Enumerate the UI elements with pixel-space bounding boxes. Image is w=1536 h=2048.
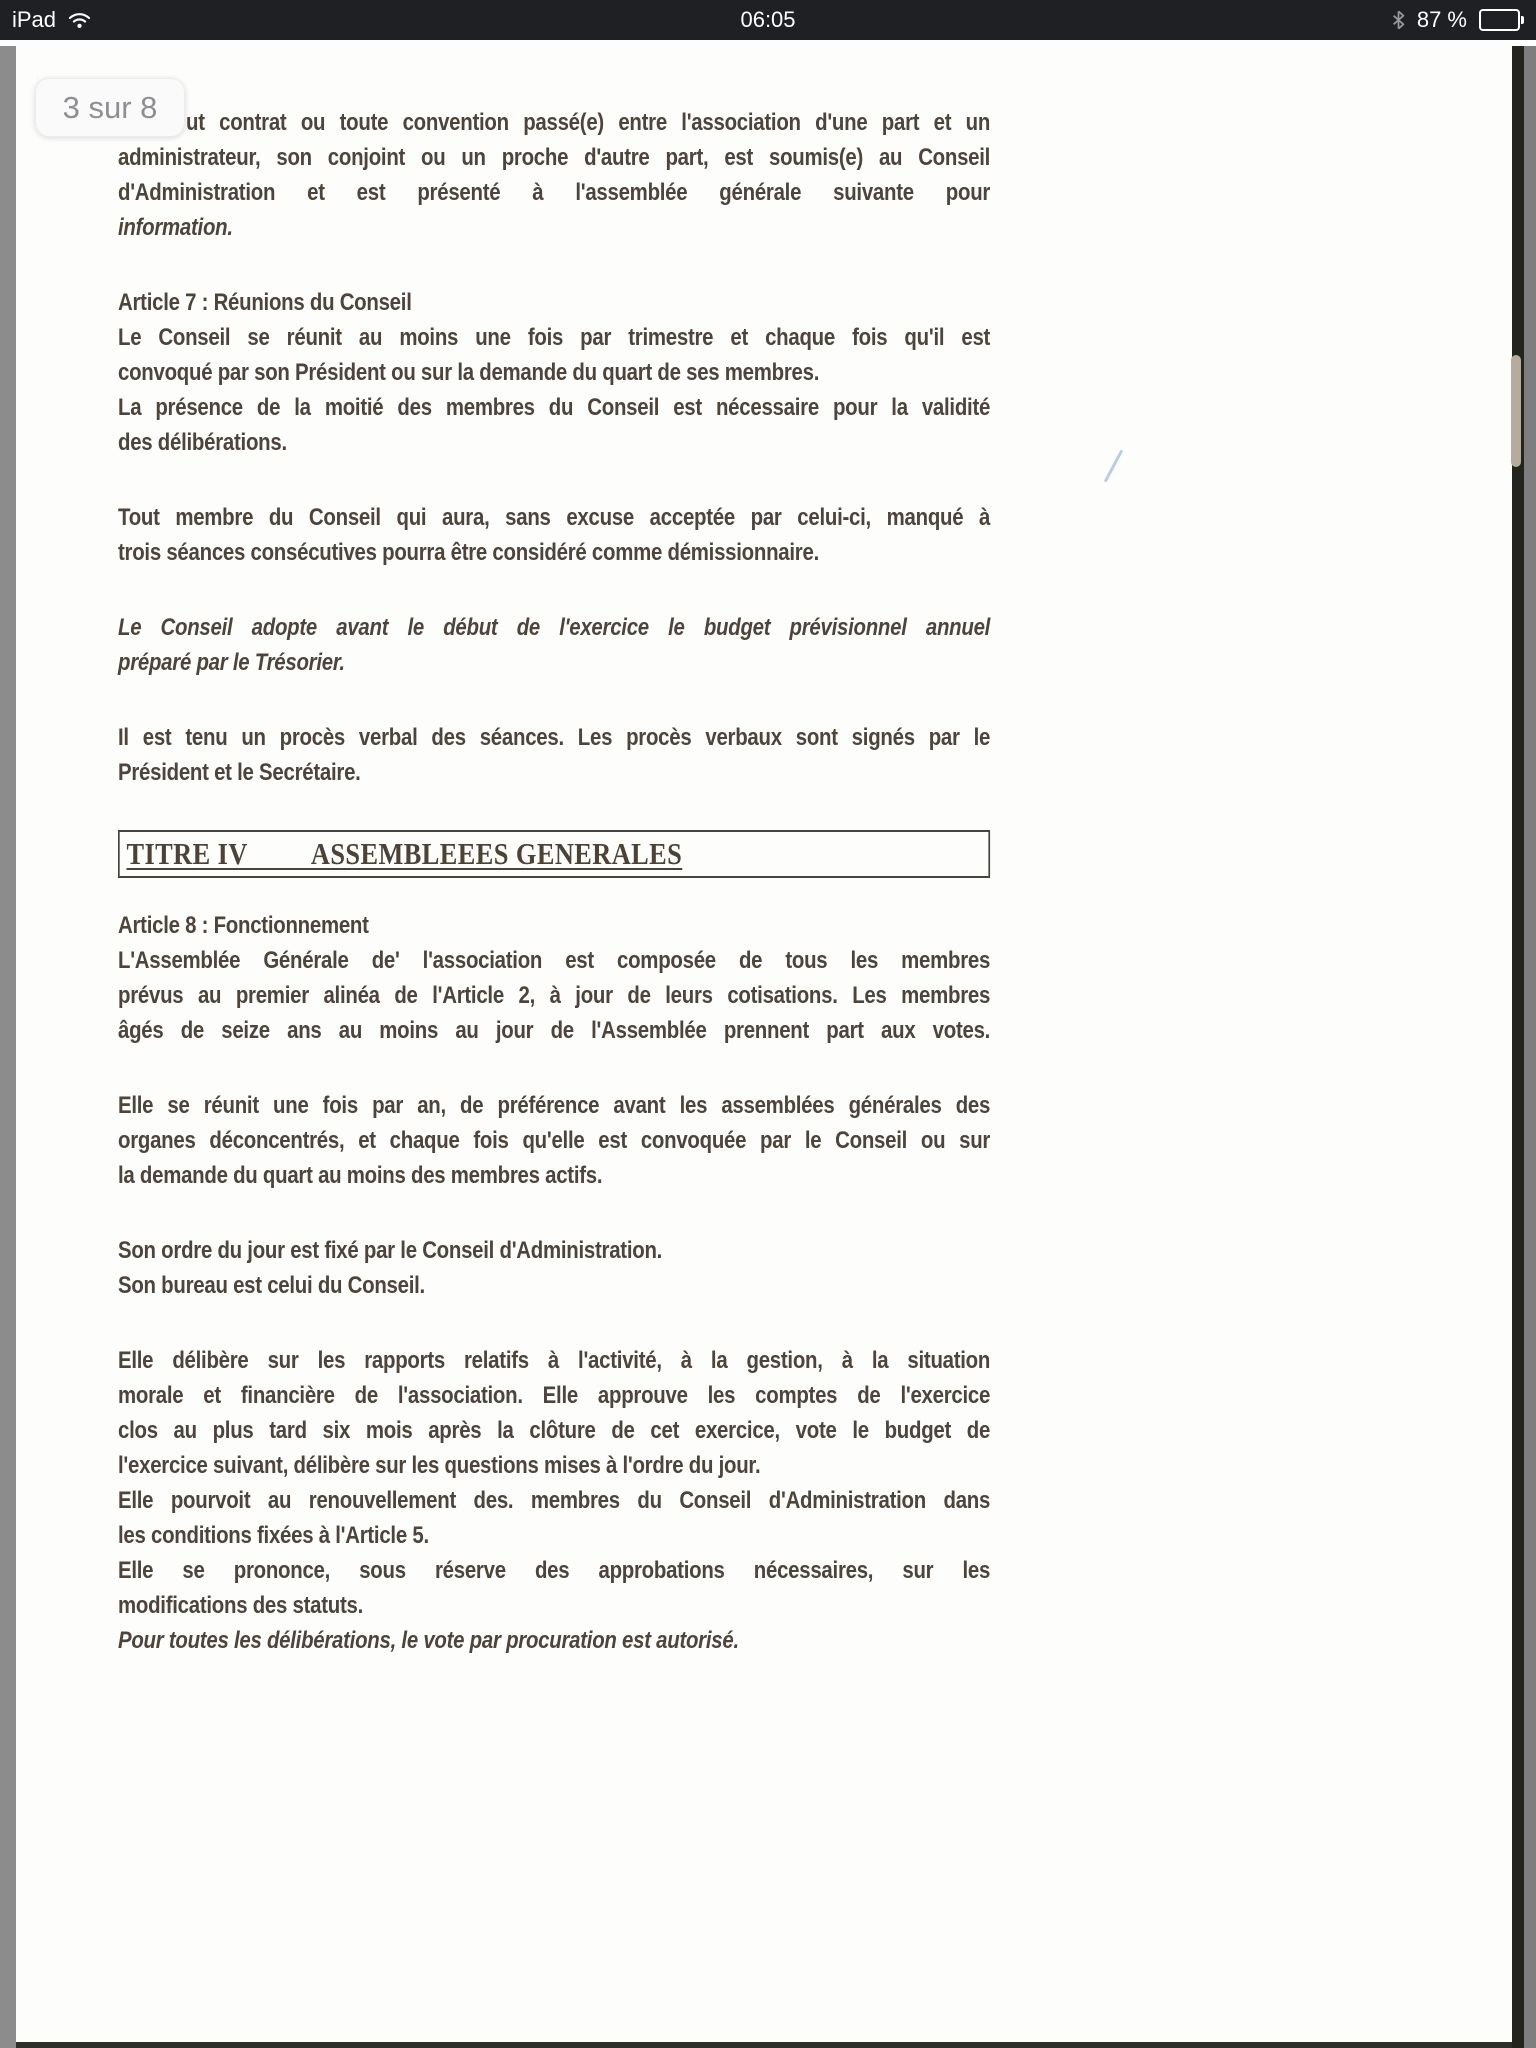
ink-mark [1104,449,1124,482]
doc-line: les conditions fixées à l'Article 5. [118,1522,429,1549]
doc-line: d'Administration et est présenté à l'assemblée générale suivante pour [118,179,991,206]
doc-line: Le Conseil se réunit au moins une fois par trimestre et chaque fois qu'il est [118,324,991,351]
doc-paragraph [118,105,990,245]
doc-paragraph [118,943,990,1048]
doc-line: convoqué par son Président ou sur la demande du quart de ses membres. [118,359,820,386]
doc-line: préparé par le Trésorier. [118,649,345,676]
doc-line: Elle se prononce, sous réserve des approbations nécessaires, sur les [118,1557,991,1584]
doc-paragraph [118,320,990,460]
document-viewer[interactable] [0,40,1536,2048]
page-edge-left [0,46,16,2048]
doc-line: modifications des statuts. [118,1592,364,1619]
article-heading: Article 8 : Fonctionnement [118,912,369,939]
doc-line: trois séances consécutives pourra être considéré comme démissionnaire. [118,539,819,566]
doc-line: L'Assemblée Générale de' l'association est composée de tous les membres [118,947,991,974]
clock: 06:05 [740,7,796,32]
page-edge-right-dark [1512,46,1524,2048]
battery-percent: 87 % [1416,7,1467,32]
doc-line: clos au plus tard six mois après la clôture de cet exercice, vote le budget de [118,1417,991,1444]
doc-line: âgés de seize ans au moins au jour de l'Assemblée prennent part aux votes. [118,1017,991,1044]
title-box [118,830,990,878]
doc-line: prévus au premier alinéa de l'Article 2, à jour de leurs cotisations. Les membres [118,982,991,1009]
page-edge-bottom [16,2042,1512,2048]
doc-line: Elle délibère sur les rapports relatifs à l'activité, à la gestion, à la situation [118,1347,991,1374]
doc-line: administrateur, son conjoint ou un proche d'autre part, est soumis(e) au Conseil [118,144,991,171]
page-edge-right-gray [1524,46,1536,2048]
doc-line: la demande du quart au moins des membres actifs. [118,1162,603,1189]
doc-paragraph [118,610,990,680]
bluetooth-icon [1392,10,1405,30]
page-indicator-label: 3 sur 8 [62,89,158,125]
doc-line: Son bureau est celui du Conseil. [118,1272,425,1299]
doc-paragraph [118,720,990,790]
doc-line: organes déconcentrés, et chaque fois qu'elle est convoquée par le Conseil ou sur [118,1127,991,1154]
doc-line: La présence de la moitié des membres du Conseil est nécessaire pour la validité [118,394,991,421]
doc-line: ut contrat ou toute convention passé(e) entre l'association d'une part et un [186,109,991,136]
doc-line: Tout membre du Conseil qui aura, sans excuse acceptée par celui-ci, manqué à [118,504,991,531]
doc-paragraph [118,1088,990,1193]
doc-paragraph [118,500,990,570]
scrollbar-thumb[interactable] [1511,355,1521,467]
doc-line: Son ordre du jour est fixé par le Conseil d'Administration. [118,1237,663,1264]
doc-line: l'exercice suivant, délibère sur les questions mises à l'ordre du jour. [118,1452,761,1479]
doc-line: Pour toutes les délibérations, le vote par procuration est autorisé. [118,1627,739,1654]
doc-line: Le Conseil adopte avant le début de l'exercice le budget prévisionnel annuel [118,614,991,641]
article-heading: Article 7 : Réunions du Conseil [118,289,412,316]
device-label: iPad [12,7,57,32]
document-content [118,105,990,1698]
status-bar [0,0,1536,40]
doc-line: Elle pourvoit au renouvellement des. membres du Conseil d'Administration dans [118,1487,991,1514]
battery-icon [1479,9,1524,31]
doc-line: des délibérations. [118,429,287,456]
doc-line: Elle se réunit une fois par an, de préférence avant les assemblées générales des [118,1092,991,1119]
doc-line: Il est tenu un procès verbal des séances. Les procès verbaux sont signés par le [118,724,991,751]
doc-line: morale et financière de l'association. Elle approuve les comptes de l'exercice [118,1382,991,1409]
title-text: TITRE IV ASSEMBLEEES GENERALES [126,835,683,871]
doc-line: information. [118,214,233,241]
doc-paragraph [118,1343,990,1658]
doc-paragraph [118,1233,990,1303]
doc-line: Président et le Secrétaire. [118,759,361,786]
wifi-icon [68,12,91,29]
page-indicator-badge [35,78,185,137]
